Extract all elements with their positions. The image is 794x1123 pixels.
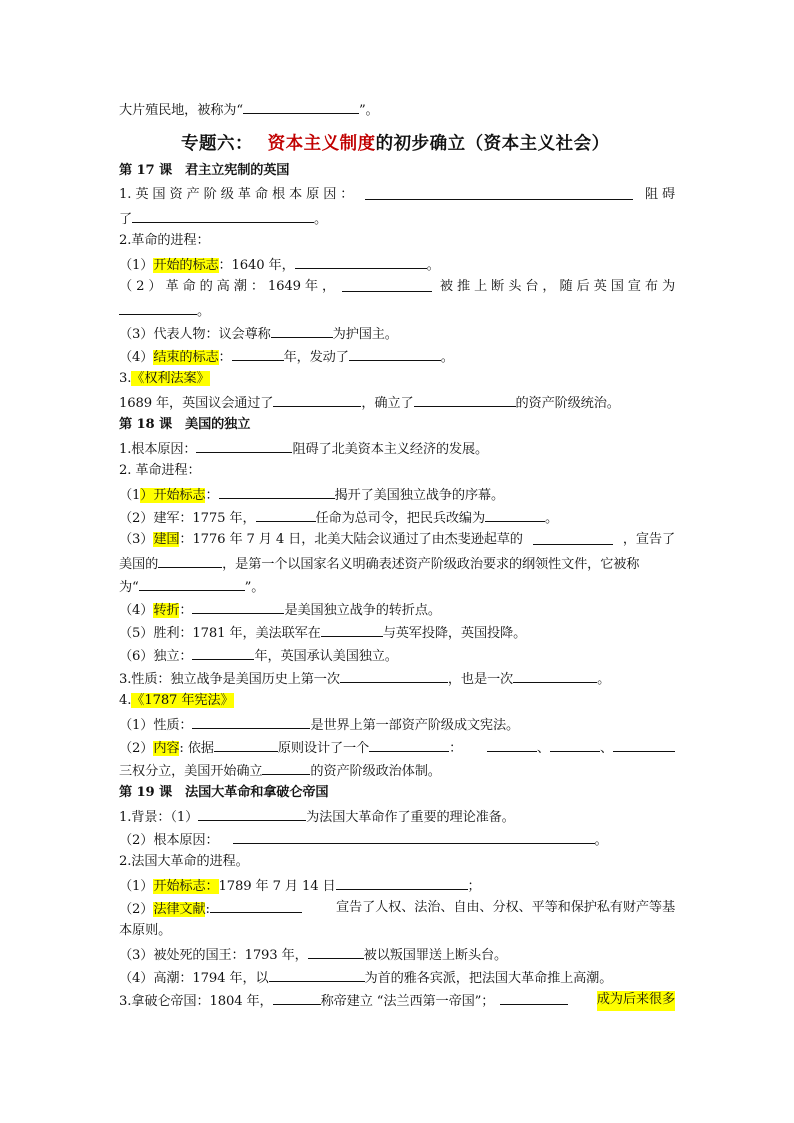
q-text: 的资产阶级政治体制。 (310, 764, 441, 779)
blank[interactable] (613, 738, 675, 752)
q-text: 。 (597, 672, 611, 687)
l17-q1b (119, 209, 327, 229)
q-text: 3.性质：独立战争是美国历史上第一次 (119, 672, 340, 687)
l19-p1 (119, 876, 481, 896)
blank[interactable] (139, 577, 245, 591)
l19-q1b (119, 830, 608, 850)
l18-c1 (119, 715, 519, 735)
q-text: 1.背景：（1） (119, 810, 199, 825)
blank[interactable] (295, 255, 427, 269)
blank[interactable] (273, 991, 321, 1005)
l18-p2 (119, 508, 558, 528)
q-text: 原则设计了一个 (277, 741, 370, 756)
blank[interactable] (192, 646, 254, 660)
l18-c2b (119, 761, 441, 781)
l17-p1 (119, 255, 440, 275)
intro-text-end: ”。 (358, 103, 379, 118)
q-text: ： (179, 603, 193, 618)
q-text: ：1640 年， (218, 258, 295, 273)
q-text: 宣告了人权、法治、自由、分权、平等和保护私有财产等基 (336, 900, 675, 915)
l17-q3 (119, 370, 210, 388)
intro-text: 大片殖民地，被称为“ (119, 103, 243, 118)
l17-p4 (119, 347, 454, 367)
blank[interactable] (210, 899, 302, 913)
blank[interactable] (340, 669, 448, 683)
num: （4） (119, 603, 154, 618)
l17-p2 (119, 278, 675, 296)
q-text: （3）代表人物：议会尊称 (119, 327, 271, 342)
q-text: 与英军投降，英国投降。 (382, 626, 527, 641)
q-text: （6）独立： (119, 649, 193, 664)
blank[interactable] (196, 439, 292, 453)
topic-highlight: 资本主义制度 (267, 134, 376, 154)
q-text: 任命为总司令，把民兵改编为 (315, 511, 486, 526)
highlight: ）开始标志 (140, 488, 206, 503)
l18-p6 (119, 646, 398, 666)
q-text: ： (205, 488, 219, 503)
lesson-19-title: 第 19 课 法国大革命和拿破仑帝国 (119, 785, 329, 800)
highlight: 转折 (153, 603, 180, 618)
highlight: 法律文献 (153, 902, 206, 917)
num: （3） (119, 532, 154, 547)
num: （2） (119, 741, 154, 756)
highlight: 建国 (153, 532, 180, 547)
q-text: 年，发动了 (283, 350, 349, 365)
blank[interactable] (233, 830, 595, 844)
q-text: 、 (536, 741, 550, 756)
q-text: ，也是一次 (447, 672, 514, 687)
q-text: 是世界上第一部资产阶级成文宪法。 (310, 718, 520, 733)
num: （4） (119, 350, 154, 365)
blank[interactable] (533, 531, 613, 545)
num: （1） (119, 879, 154, 894)
q-text: ”。 (244, 580, 265, 595)
blank[interactable] (513, 669, 597, 683)
q-text: 年，英国承认美国独立。 (254, 649, 398, 664)
q-text: 被 推 上 断 头 台 ， 随 后 英 国 宣 布 为 (439, 279, 675, 294)
blank[interactable] (219, 485, 335, 499)
l19-p2b: 本原则。 (119, 923, 172, 938)
topic-rest: 的初步确立（资本主义社会） (375, 134, 610, 154)
l17-q3-line (119, 393, 620, 413)
q-text: （5）胜利：1781 年，美法联军在 (119, 626, 321, 641)
blank[interactable] (243, 100, 359, 114)
blank[interactable] (369, 738, 449, 752)
lesson-18-title: 第 18 课 美国的独立 (119, 417, 251, 432)
l18-p4 (119, 600, 441, 620)
blank[interactable] (262, 761, 310, 775)
blank[interactable] (365, 186, 633, 200)
blank[interactable] (119, 301, 197, 315)
q-text: （1）性质： (119, 718, 193, 733)
l19-q1 (119, 807, 515, 827)
l18-c2 (119, 738, 675, 758)
q-text: 了 (119, 212, 133, 227)
blank[interactable] (487, 738, 537, 752)
q-text: 为法国大革命作了重要的理论准备。 (306, 810, 515, 825)
q-text: ，确立了 (361, 396, 414, 411)
highlight: 结束的标志 (153, 350, 219, 365)
q-text: （2）建军：1775 年， (119, 511, 256, 526)
blank[interactable] (192, 715, 310, 729)
q-text: 、 (599, 741, 613, 756)
q-text: ：1776 年 7 月 4 日，北美大陆会议通过了由杰斐逊起草的 (179, 532, 523, 547)
highlight: 成为后来很多 (597, 991, 675, 1011)
blank[interactable] (349, 347, 441, 361)
blank[interactable] (550, 738, 600, 752)
blank[interactable] (500, 991, 568, 1005)
l17-q2: 2.革命的进程： (119, 233, 210, 248)
num: 3. (119, 371, 132, 386)
highlight: 《1787 年宪法》 (131, 693, 234, 708)
q-text: 阻 碍 (644, 187, 675, 202)
q-text: 阻碍了北美资本主义经济的发展。 (292, 442, 489, 457)
intro-line (119, 100, 379, 120)
blank[interactable] (256, 508, 316, 522)
q-text: （3）被处死的国王：1793 年， (119, 948, 308, 963)
q-text: 是美国独立战争的转折点。 (284, 603, 441, 618)
q-text: 1789 年 7 月 14 日 (218, 879, 336, 894)
blank[interactable] (308, 945, 364, 959)
q-text: ： (449, 741, 463, 756)
q-text: （2）根本原因： (119, 833, 219, 848)
blank[interactable] (485, 508, 545, 522)
num: 4. (119, 693, 132, 708)
q-text: 1689 年，英国议会通过了 (119, 396, 274, 411)
q-text: 。 (314, 212, 328, 227)
q-text: 美国的 (119, 557, 159, 572)
l17-p2b (119, 301, 210, 321)
q-text: 。 (197, 304, 211, 319)
q-text: ，是第一个以国家名义明确表述资产阶级政治要求的纲领性文件，它被称 (222, 557, 640, 572)
l19-q2: 2.法国大革命的进程。 (119, 854, 249, 869)
q-text: 三权分立，美国开始确立 (119, 764, 263, 779)
l18-p3 (119, 531, 675, 549)
q-text: 。 (426, 258, 440, 273)
blank[interactable] (132, 209, 314, 223)
l18-p3b (119, 554, 639, 574)
l18-q4 (119, 692, 234, 710)
q-text: 1.根本原因： (119, 442, 197, 457)
highlight: 《权利法案》 (131, 371, 210, 386)
q-text: ，宣告了 (622, 532, 675, 547)
highlight: 开始标志： (153, 879, 219, 894)
blank[interactable] (158, 554, 222, 568)
l18-p1 (119, 485, 504, 505)
blank[interactable] (214, 738, 278, 752)
blank[interactable] (342, 278, 432, 292)
l17-q1 (119, 186, 675, 204)
blank[interactable] (414, 393, 516, 407)
num: （2） (119, 902, 154, 917)
q-text: 揭开了美国独立战争的序幕。 (334, 488, 505, 503)
q-text: 为首的雅各宾派，把法国大革命推上高潮。 (364, 971, 613, 986)
topic-title (181, 130, 610, 155)
q-text: 。 (545, 511, 559, 526)
q-text: 。 (440, 350, 454, 365)
q-text: 为护国主。 (332, 327, 398, 342)
l19-p4 (119, 968, 612, 988)
q-text: （4）高潮：1794 年，以 (119, 971, 269, 986)
q-text: 的资产阶级统治。 (515, 396, 620, 411)
blank[interactable] (269, 968, 365, 982)
blank[interactable] (232, 347, 284, 361)
q-text: 3.拿破仑帝国：1804 年， (119, 994, 273, 1009)
l19-p2 (119, 899, 675, 919)
l18-q2: 2. 革命进程： (119, 463, 201, 478)
blank[interactable] (192, 600, 284, 614)
l19-p3 (119, 945, 507, 965)
blank[interactable] (273, 393, 361, 407)
num: （1） (119, 258, 154, 273)
q-text: 称帝建立 “法兰西第一帝国”； (320, 994, 495, 1009)
topic-prefix: 专题六： (181, 134, 253, 154)
blank[interactable] (336, 876, 468, 890)
l18-q3 (119, 669, 610, 689)
l17-p3 (119, 324, 398, 344)
blank[interactable] (321, 623, 383, 637)
q-text: ； (467, 879, 481, 894)
l18-p3c (119, 577, 264, 597)
blank[interactable] (198, 807, 306, 821)
l18-q1 (119, 439, 488, 459)
q-text: ： (218, 350, 232, 365)
highlight: 内容 (153, 741, 180, 756)
highlight: 开始的标志 (153, 258, 219, 273)
q-text: 。 (594, 833, 608, 848)
lesson-17-title: 第 17 课 君主立宪制的英国 (119, 163, 290, 178)
q-text: 1. 英 国 资 产 阶 级 革 命 根 本 原 因 ： (119, 187, 354, 202)
blank[interactable] (271, 324, 333, 338)
q-text: 被以叛国罪送上断头台。 (363, 948, 508, 963)
q-text: : (205, 902, 210, 917)
q-text: 为“ (119, 580, 139, 595)
q-text: : 依据 (179, 741, 214, 756)
l19-q3 (119, 991, 675, 1011)
num: （1 (119, 488, 141, 503)
q-text: （ 2 ） 革 命 的 高 潮 ： 1649 年 ， (119, 279, 336, 294)
l18-p5 (119, 623, 526, 643)
